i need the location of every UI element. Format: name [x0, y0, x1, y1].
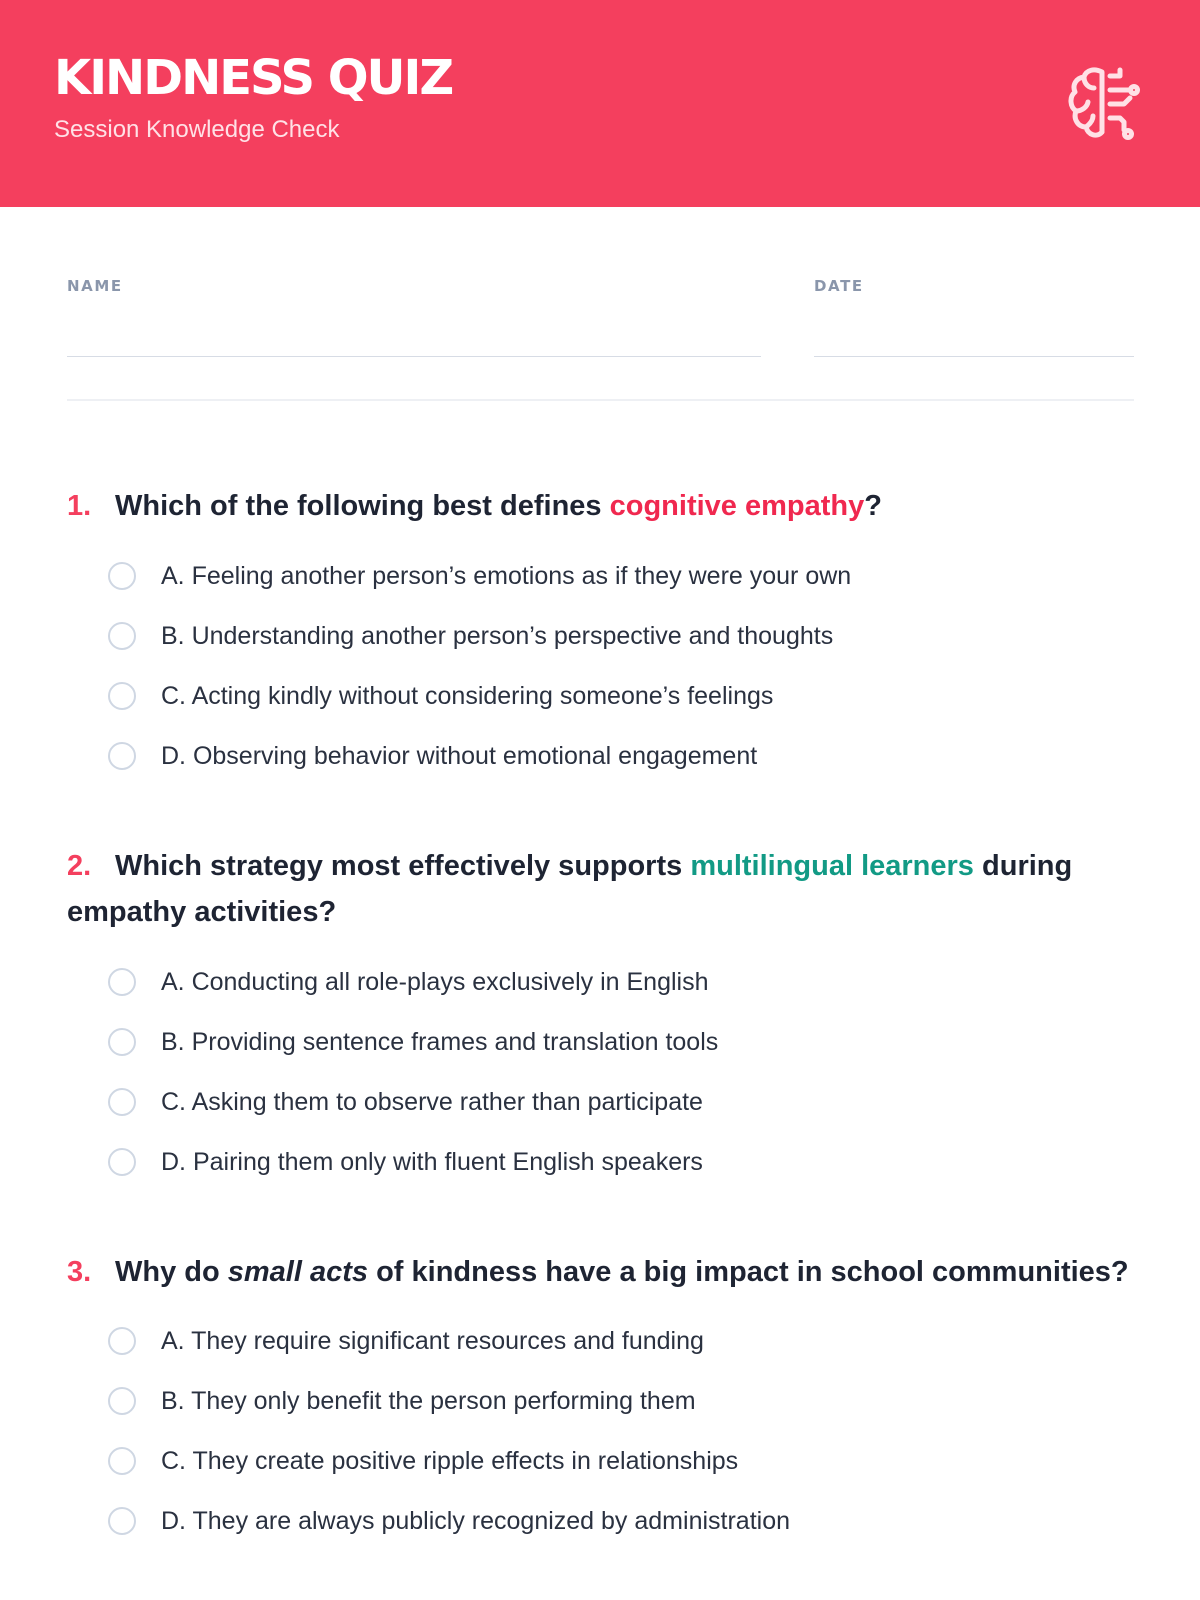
option-3b[interactable] — [108, 1383, 696, 1419]
option-label: B. Understanding another person’s perspective and thoughts — [161, 621, 834, 650]
brain-icon — [1068, 66, 1142, 142]
radio-button[interactable] — [108, 1148, 136, 1176]
option-3a[interactable] — [108, 1323, 704, 1359]
page-subtitle: Session Knowledge Check — [54, 116, 340, 143]
option-label: D. They are always publicly recognized by administration — [161, 1506, 791, 1535]
name-field[interactable] — [67, 356, 761, 357]
header-banner — [0, 0, 1200, 207]
option-1b[interactable] — [108, 618, 833, 654]
name-label: NAME — [67, 277, 123, 295]
option-label: B. They only benefit the person performing them — [161, 1386, 696, 1415]
option-label: A. Feeling another person’s emotions as if they were your own — [161, 561, 852, 590]
option-2c[interactable] — [108, 1084, 703, 1120]
question-text-end: ? — [864, 490, 882, 522]
question-1 — [67, 483, 1137, 529]
radio-button[interactable] — [108, 1327, 136, 1355]
radio-button[interactable] — [108, 1447, 136, 1475]
option-label: C. Asking them to observe rather than participate — [161, 1087, 703, 1116]
question-3 — [67, 1249, 1137, 1295]
question-text-end: of kindness have a big impact in school communities? — [368, 1256, 1129, 1288]
radio-button[interactable] — [108, 1028, 136, 1056]
option-label: C. They create positive ripple effects in relationships — [161, 1446, 739, 1475]
option-2b[interactable] — [108, 1024, 718, 1060]
question-number: 1. — [67, 490, 92, 522]
question-number: 3. — [67, 1256, 92, 1288]
radio-button[interactable] — [108, 562, 136, 590]
option-1a[interactable] — [108, 558, 851, 594]
option-3d[interactable] — [108, 1503, 790, 1539]
question-number: 2. — [67, 850, 92, 882]
option-label: C. Acting kindly without considering someone’s feelings — [161, 681, 774, 710]
page-title: KINDNESS QUIZ — [54, 50, 453, 106]
date-label: DATE — [814, 277, 864, 295]
radio-button[interactable] — [108, 742, 136, 770]
radio-button[interactable] — [108, 968, 136, 996]
radio-button[interactable] — [108, 1088, 136, 1116]
option-3c[interactable] — [108, 1443, 738, 1479]
question-highlight: multilingual learners — [690, 850, 974, 882]
option-2a[interactable] — [108, 964, 709, 1000]
option-label: A. Conducting all role-plays exclusively in English — [161, 967, 709, 996]
question-text: Which of the following best defines — [115, 490, 610, 522]
question-text: Why do — [115, 1256, 228, 1288]
radio-button[interactable] — [108, 1387, 136, 1415]
question-text: Which strategy most effectively supports — [115, 850, 691, 882]
question-highlight: small acts — [227, 1256, 369, 1288]
option-2d[interactable] — [108, 1144, 703, 1180]
option-1c[interactable] — [108, 678, 773, 714]
option-1d[interactable] — [108, 738, 757, 774]
question-text-end: during empathy activities? — [67, 850, 1073, 928]
date-field[interactable] — [814, 356, 1134, 357]
divider — [67, 399, 1134, 401]
option-label: D. Pairing them only with fluent English speakers — [161, 1147, 703, 1176]
option-label: D. Observing behavior without emotional engagement — [161, 741, 758, 770]
radio-button[interactable] — [108, 1507, 136, 1535]
option-label: B. Providing sentence frames and translation tools — [161, 1027, 719, 1056]
question-highlight: cognitive empathy — [609, 490, 865, 522]
radio-button[interactable] — [108, 682, 136, 710]
radio-button[interactable] — [108, 622, 136, 650]
question-2 — [67, 843, 1137, 935]
option-label: A. They require significant resources and funding — [161, 1326, 704, 1355]
